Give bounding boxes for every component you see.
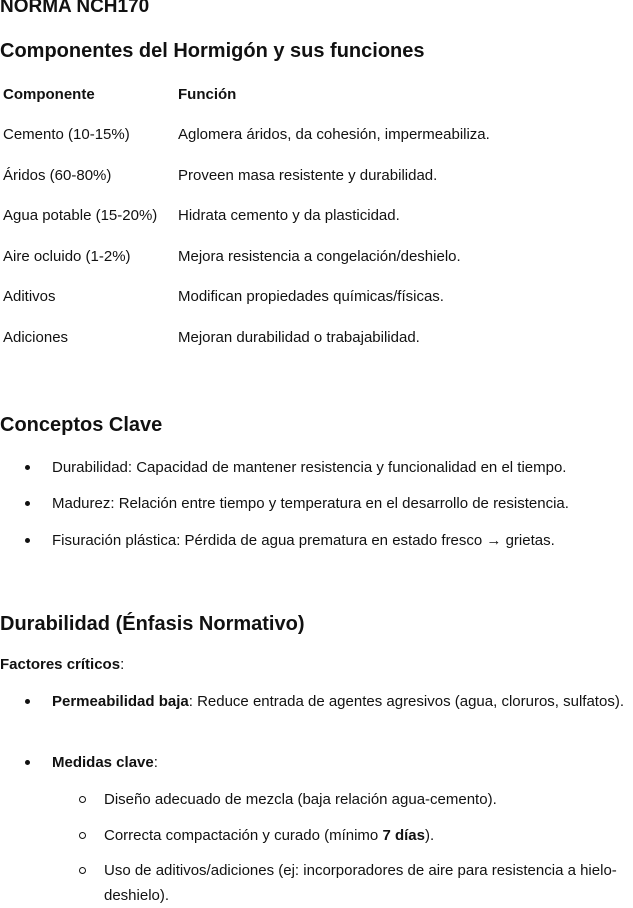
table-cell: Aglomera áridos, da cohesión, impermeabiliza. (178, 126, 490, 143)
list-item-text (52, 689, 632, 714)
medidas-text: : (153, 754, 158, 771)
sub-bullet-icon (79, 832, 86, 839)
section-heading-conceptos: Conceptos Clave (0, 414, 163, 436)
table-header-cell: Función (178, 86, 237, 103)
factors-lead-bold: Factores críticos (0, 656, 121, 673)
medidas-label: Medidas clave (52, 754, 154, 771)
table-cell: Aire ocluido (1-2%) (3, 248, 131, 265)
table-header-cell: Componente (3, 86, 95, 103)
sub-list-item-text: Diseño adecuado de mezcla (baja relación agua-cemento). (104, 791, 497, 808)
table-cell: Aditivos (3, 288, 56, 305)
list-item-text (52, 750, 158, 775)
bullet-icon (25, 501, 30, 506)
sub-bullet-icon (79, 796, 86, 803)
curado-text-post: ). (424, 827, 435, 844)
factors-lead (0, 656, 124, 673)
sub-list-item-text (104, 823, 632, 848)
curado-days: 7 días (382, 827, 425, 844)
table-cell: Cemento (10-15%) (3, 126, 130, 143)
permeabilidad-text: : Reduce entrada de agentes agresivos (agua, cloruros, sulfatos). (188, 693, 624, 710)
table-cell: Hidrata cemento y da plasticidad. (178, 207, 400, 224)
section-heading-componentes: Componentes del Hormigón y sus funciones (0, 40, 425, 62)
table-cell: Mejoran durabilidad o trabajabilidad. (178, 329, 420, 346)
bullet-icon (25, 699, 30, 704)
bullet-icon (25, 760, 30, 765)
permeabilidad-label: Permeabilidad baja (52, 693, 189, 710)
table-cell: Agua potable (15-20%) (3, 207, 158, 224)
bullet-icon (25, 465, 30, 470)
factors-lead-rest: : (120, 656, 125, 673)
list-item-text: Durabilidad: Capacidad de mantener resistencia y funcionalidad en el tiempo. (52, 459, 567, 476)
curado-text-pre: Correcta compactación y curado (mínimo (104, 827, 383, 844)
section-heading-durabilidad: Durabilidad (Énfasis Normativo) (0, 613, 305, 635)
bullet-icon (25, 538, 30, 543)
document-title: NORMA NCH170 (0, 0, 150, 17)
table-cell: Proveen masa resistente y durabilidad. (178, 167, 438, 184)
table-cell: Mejora resistencia a congelación/deshielo. (178, 248, 461, 265)
sub-bullet-icon (79, 867, 86, 874)
table-cell: Modifican propiedades químicas/físicas. (178, 288, 444, 305)
table-cell: Áridos (60-80%) (3, 167, 112, 184)
list-item-text: Madurez: Relación entre tiempo y temperatura en el desarrollo de resistencia. (52, 495, 569, 512)
sub-list-item-text: Uso de aditivos/adiciones (ej: incorporadores de aire para resistencia a hielo-deshielo). (104, 862, 617, 904)
list-item-text: Fisuración plástica: Pérdida de agua prematura en estado fresco → grietas. (52, 532, 555, 549)
table-cell: Adiciones (3, 329, 69, 346)
